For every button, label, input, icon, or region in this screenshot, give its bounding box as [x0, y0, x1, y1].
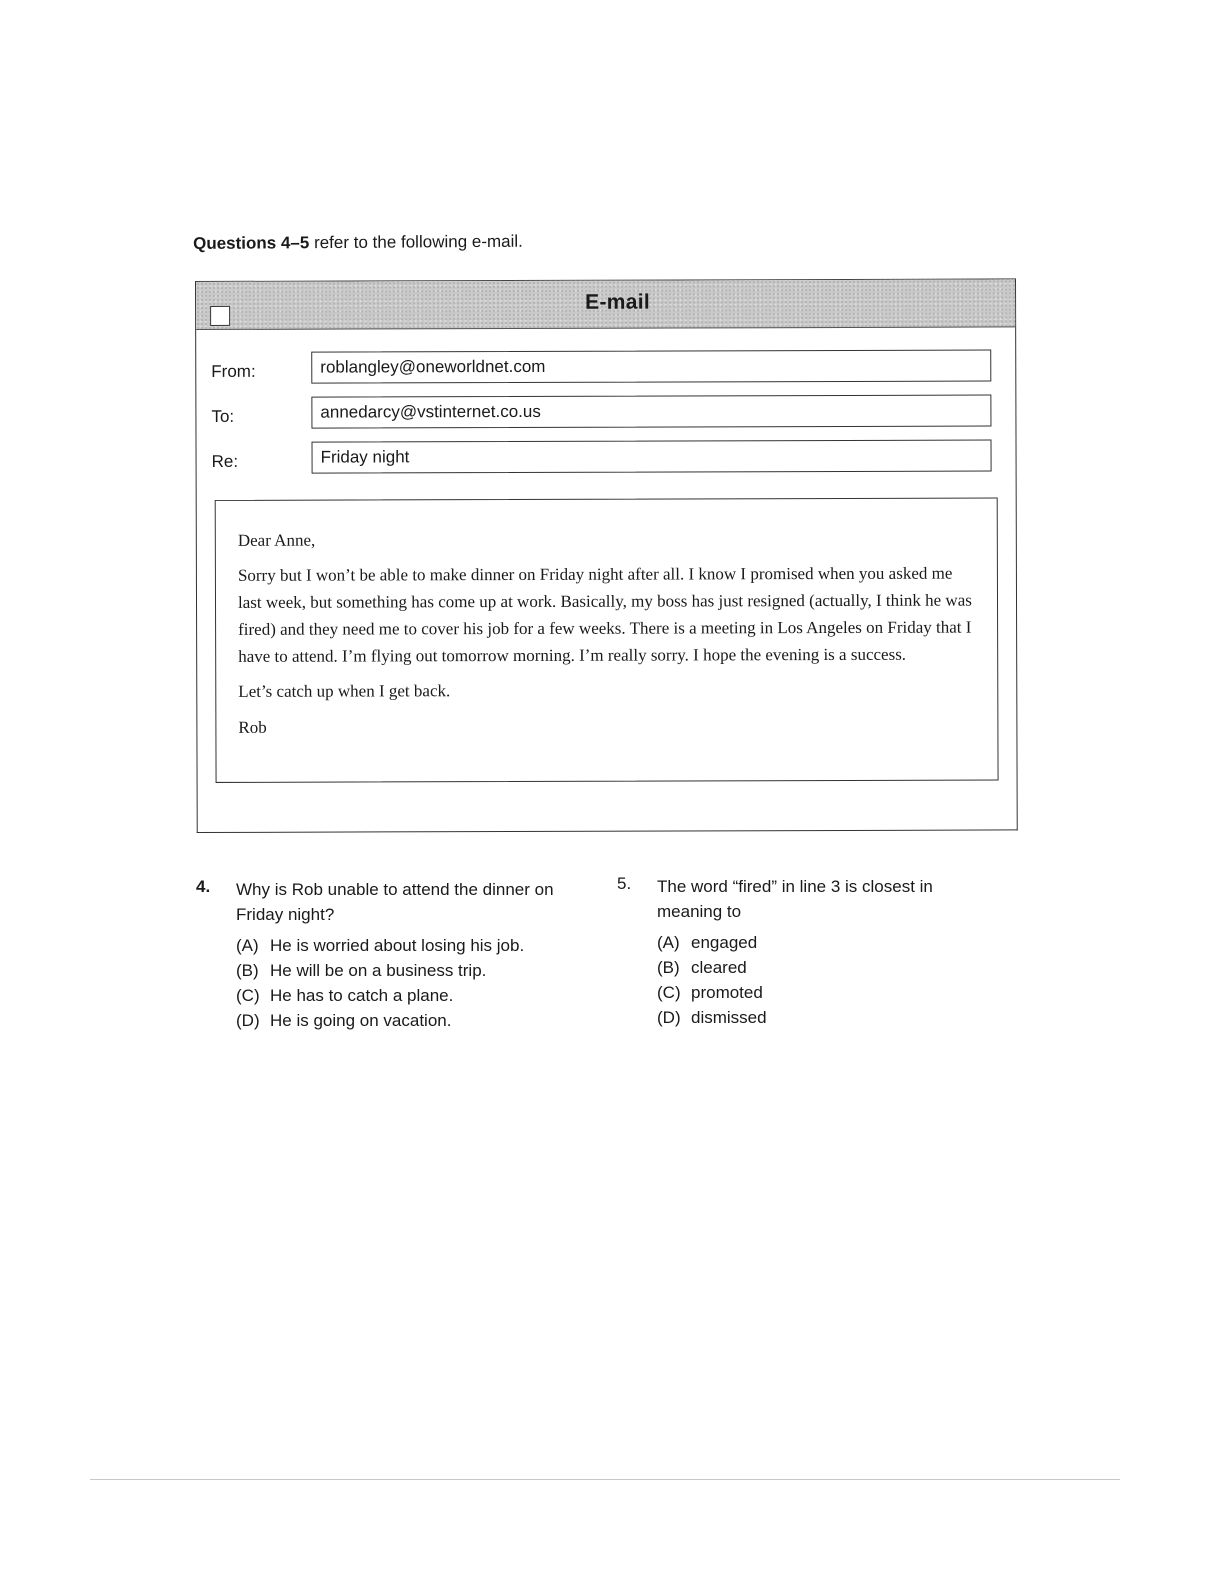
answer-option[interactable] [657, 1005, 767, 1030]
to-row [196, 394, 1015, 433]
option-letter: (C) [657, 983, 681, 1002]
question-stem: The word “fired” in line 3 is closest in meaning to [657, 877, 933, 921]
answer-option[interactable] [236, 983, 524, 1008]
option-text: engaged [691, 933, 758, 952]
option-letter: (D) [236, 1011, 260, 1030]
from-field[interactable]: roblangley@oneworldnet.com [311, 349, 991, 383]
option-text: cleared [691, 958, 747, 977]
subject-field[interactable]: Friday night [312, 439, 992, 473]
email-greeting: Dear Anne, [237, 530, 316, 550]
option-letter: (C) [236, 986, 260, 1005]
option-letter: (B) [236, 961, 259, 980]
option-text: dismissed [691, 1008, 767, 1027]
email-signature: Rob [238, 717, 267, 737]
email-body[interactable] [215, 497, 999, 782]
question-stem: Why is Rob unable to attend the dinner on Friday night? [236, 880, 554, 924]
to-field[interactable]: annedarcy@vstinternet.co.us [311, 394, 991, 428]
option-letter: (A) [236, 936, 259, 955]
answer-option[interactable] [236, 958, 524, 983]
option-letter: (A) [657, 933, 680, 952]
questions-intro [193, 232, 523, 254]
window-title: E-mail [585, 290, 651, 314]
re-row [197, 439, 1016, 478]
email-body-text: Sorry but I won’t be able to make dinner on Friday night after all. I know I promised when you asked me last week, but something has come up at work. Basically, my boss has just resigned (actually, I think he was fired) and they need me to cover his job for a few weeks. There is a meeting in Los Angeles on Friday that I have to attend. I’m flying out tomorrow morning. I’m really sorry. I hope the evening is a success. [237, 563, 972, 666]
answer-option[interactable] [236, 1008, 524, 1033]
intro-range: 4–5 [280, 233, 310, 253]
option-text: He is going on vacation. [270, 1011, 452, 1030]
question-number: 4. [196, 877, 211, 896]
from-row [196, 349, 1015, 388]
email-titlebar [196, 279, 1015, 330]
intro-text: refer to the following e-mail. [313, 231, 523, 253]
footer-divider [90, 1479, 1120, 1480]
answer-option[interactable] [657, 930, 767, 955]
option-text: promoted [691, 983, 763, 1002]
option-text: He has to catch a plane. [270, 986, 454, 1005]
re-label: Re: [211, 451, 239, 471]
question-number: 5. [617, 874, 632, 893]
email-window [195, 278, 1018, 833]
option-text: He will be on a business trip. [270, 961, 487, 980]
option-letter: (B) [657, 958, 680, 977]
option-letter: (D) [657, 1008, 681, 1027]
to-label: To: [211, 406, 235, 426]
email-closing: Let’s catch up when I get back. [238, 681, 451, 701]
answer-option[interactable] [657, 980, 767, 1005]
from-label: From: [211, 361, 256, 381]
answer-option[interactable] [657, 955, 767, 980]
answer-option[interactable] [236, 933, 524, 958]
intro-label: Questions [193, 233, 277, 253]
option-text: He is worried about losing his job. [270, 936, 525, 955]
answer-options [236, 933, 524, 1033]
answer-options [657, 930, 767, 1030]
